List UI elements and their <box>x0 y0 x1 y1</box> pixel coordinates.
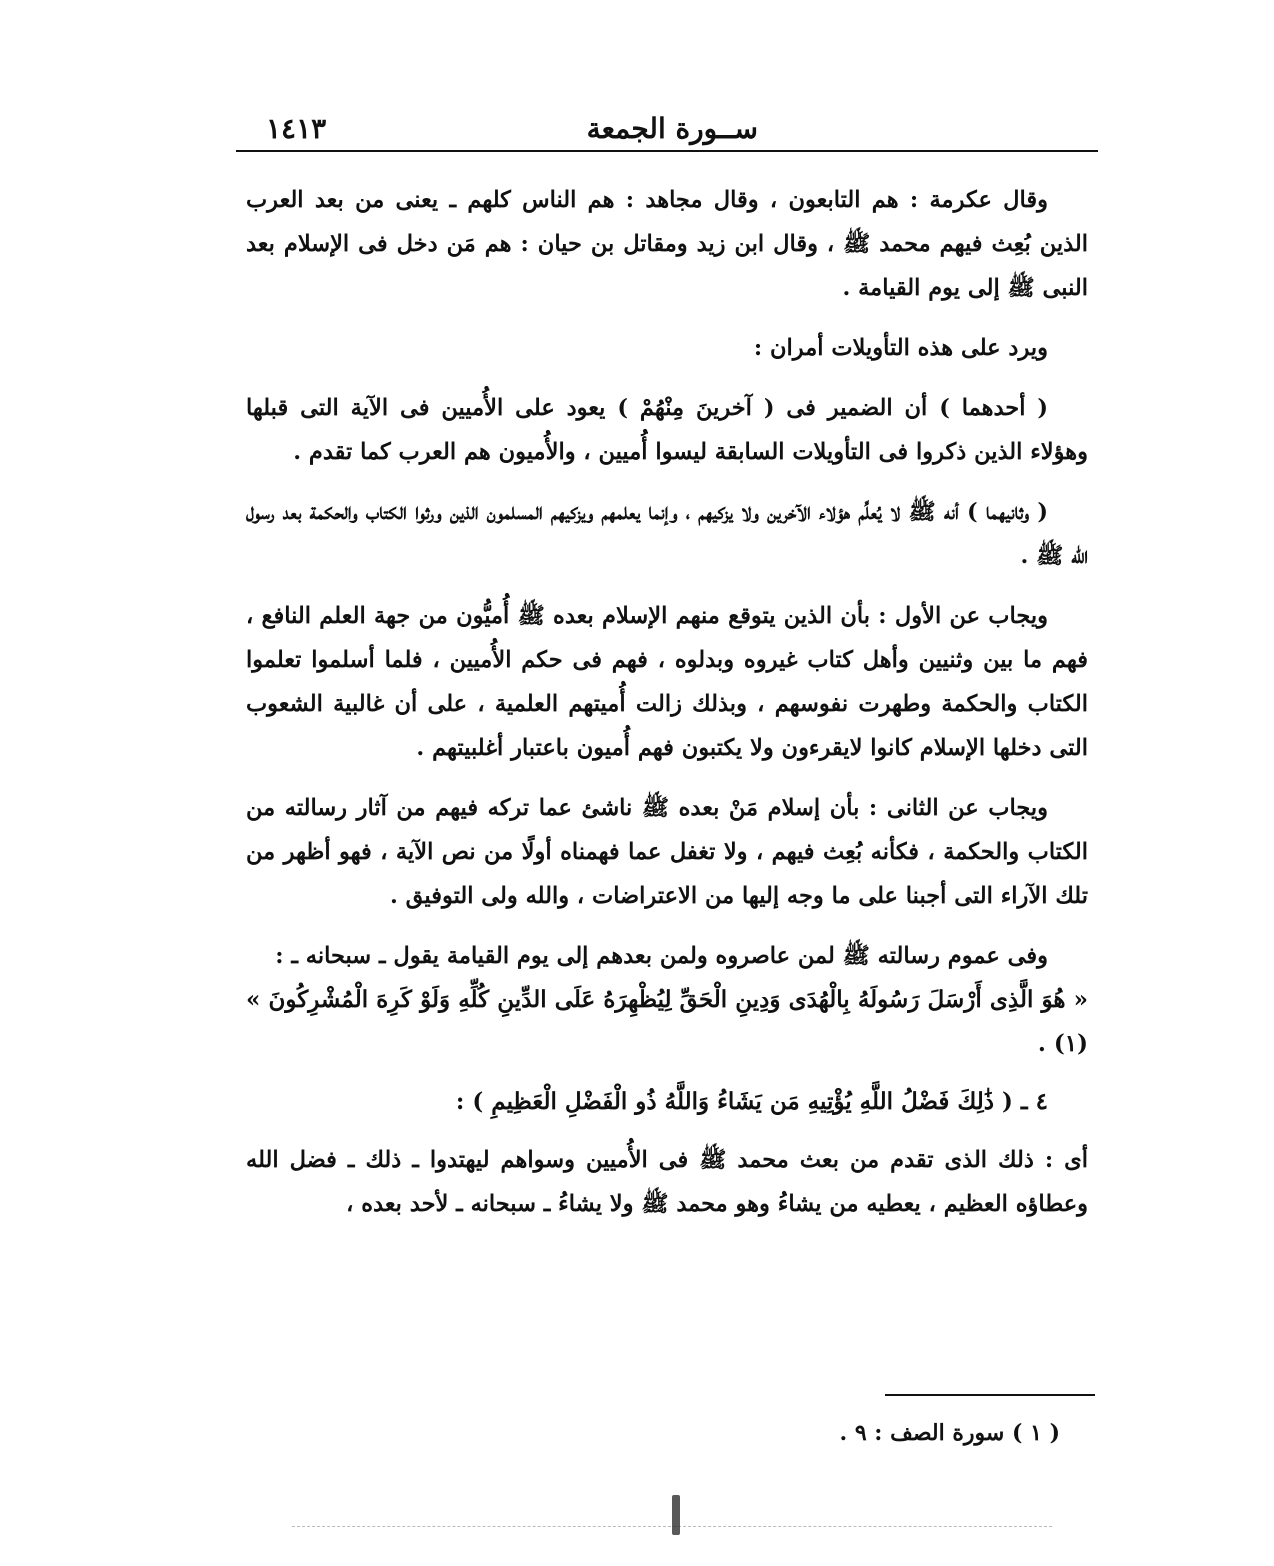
scan-artifact-mark <box>672 1495 680 1535</box>
page-number: ١٤١٣ <box>266 112 327 145</box>
page-header <box>236 108 1098 152</box>
paragraph-6: ويجاب عن الثانى : بأن إسلام مَنْ بعده ﷺ ناشئ عما تركه فيهم من آثار رسالته من الكتاب والحكمة ، فكأنه بُعِث فيهم ، ولا تغفل عما فهمناه أولًا من نص الآية ، فهو أظهر من تلك الآراء التى أجبنا على ما وجه إليها من الاعتراضات ، والله ولى التوفيق . <box>246 795 1088 909</box>
surah-title: ســورة الجمعة <box>586 112 758 145</box>
verse-heading: ٤ ـ ( ذَٰلِكَ فَضْلُ اللَّهِ يُؤْتِيهِ مَن يَشَاءُ وَاللَّهُ ذُو الْفَضْلِ الْعَظِيمِ ) : <box>455 1088 1048 1115</box>
paragraph-1: وقال عكرمة : هم التابعون ، وقال مجاهد : هم الناس كلهم ـ يعنى من بعد العرب الذين بُعِث فيهم محمد ﷺ ، وقال ابن زيد ومقاتل بن حيان : هم مَن دخل فى الإسلام بعد النبى ﷺ إلى يوم القيامة . <box>246 187 1088 301</box>
header-rule <box>236 150 1098 152</box>
footnote-rule <box>885 1394 1095 1396</box>
paragraph-final: أى : ذلك الذى تقدم من بعث محمد ﷺ فى الأُميين وسواهم ليهتدوا ـ ذلك ـ فضل الله وعطاؤه العظيم ، يعطيه من يشاءُ وهو محمد ﷺ ولا يشاءُ ـ سبحانه ـ لأحد بعده ، <box>246 1147 1088 1217</box>
paragraph-2: ويرد على هذه التأويلات أمران : <box>753 335 1048 361</box>
paragraph-4: ( وثانيهما ) أنه ﷺ لا يُعلِّم هؤلاء الآخرين ولا يزكيهم ، وإنما يعلمهم ويزكيهم المسلمون الذين ورثوا الكتاب والحكمة بعد رسول الله ﷺ . <box>246 499 1088 569</box>
paragraph-3: ( أحدهما ) أن الضمير فى ( آخرينَ مِنْهُمْ ) يعود على الأُميين فى الآية التى قبلها وهؤلاء الذين ذكروا فى التأويلات السابقة ليسوا أُميين ، والأُميون هم العرب كما تقدم . <box>246 395 1088 465</box>
main-text <box>246 178 1088 1242</box>
paragraph-7: وفى عموم رسالته ﷺ لمن عاصروه ولمن بعدهم إلى يوم القيامة يقول ـ سبحانه ـ : <box>275 943 1048 969</box>
paragraph-5: ويجاب عن الأول : بأن الذين يتوقع منهم الإسلام بعده ﷺ أُميُّون من جهة العلم النافع ، فهم ما بين وثنيين وأهل كتاب غيروه وبدلوه ، فهم فى حكم الأُميين ، فلما أسلموا تعلموا الكتاب والحكمة وطهرت نفوسهم ، وبذلك زالت أُميتهم العلمية ، على أن غالبية الشعوب التى دخلها الإسلام كانوا لايقرءون ولا يكتبون فهم أُميون باعتبار أغلبيتهم . <box>246 603 1088 761</box>
quran-verse: « هُوَ الَّذِى أَرْسَلَ رَسُولَهُ بِالْهُدَى وَدِينِ الْحَقِّ لِيُظْهِرَهُ عَلَى الدِّينِ كُلِّهِ وَلَوْ كَرِهَ الْمُشْرِكُونَ » (١) . <box>246 986 1088 1057</box>
footnote: ( ١ ) سورة الصف : ٩ . <box>839 1420 1060 1446</box>
